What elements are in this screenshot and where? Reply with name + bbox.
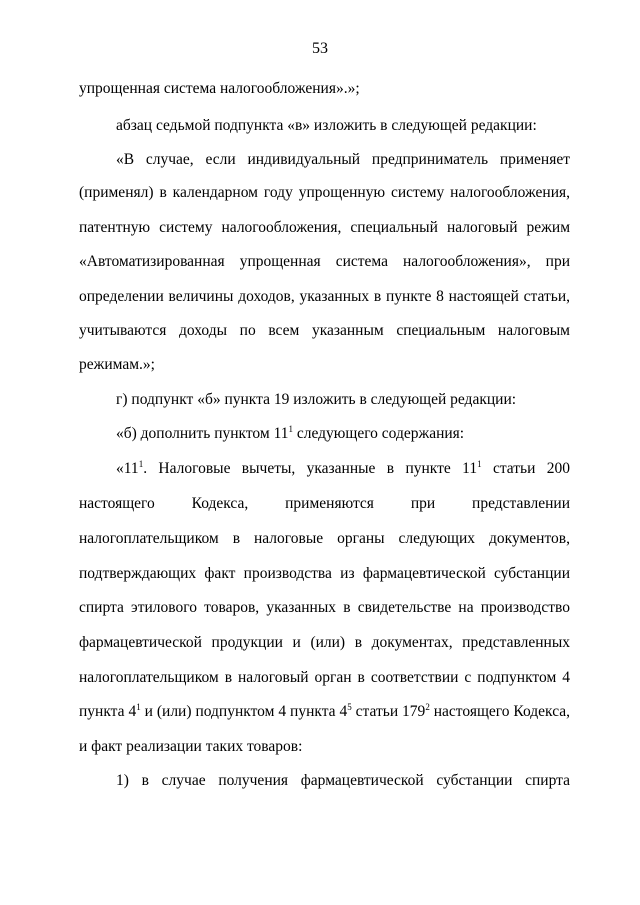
text-fragment: пункта 4 xyxy=(79,703,137,720)
text-line xyxy=(116,459,570,479)
text-line: «Автоматизированная упрощенная система налогообложения», при xyxy=(79,253,570,270)
text-fragment: статьи 200 xyxy=(492,460,571,477)
text-line: и факт реализации таких товаров: xyxy=(79,738,303,755)
text-line xyxy=(116,424,570,444)
text-line: (применял) в календарном году упрощенную систему налогообложения, xyxy=(79,184,570,201)
page-number: 53 xyxy=(312,40,328,57)
text-line xyxy=(79,702,570,722)
superscript: 1 xyxy=(477,458,482,469)
text-line: настоящего Кодекса, применяются при представлении xyxy=(79,495,570,512)
text-line: определении величины доходов, указанных в пункте 8 настоящей статьи, xyxy=(79,288,570,305)
text-line: упрощенная система налогообложения».»; xyxy=(79,80,360,97)
text-line: фармацевтической продукции и (или) в документах, представленных xyxy=(79,634,570,651)
text-line: г) подпункт «б» пункта 19 изложить в следующей редакции: xyxy=(116,391,517,408)
text-line: подтверждающих факт производства из фармацевтической субстанции xyxy=(79,565,570,582)
text-fragment: «б) дополнить пунктом 11 xyxy=(116,425,289,442)
superscript: 5 xyxy=(347,701,352,712)
text-fragment: «11 xyxy=(116,460,139,477)
text-line: режимам.»; xyxy=(79,356,155,373)
text-line: «В случае, если индивидуальный предприниматель применяет xyxy=(116,151,570,168)
superscript: 1 xyxy=(136,701,141,712)
superscript: 1 xyxy=(288,423,293,434)
text-line: учитываются доходы по всем указанным специальным налоговым xyxy=(79,322,570,339)
text-fragment: настоящего Кодекса, xyxy=(433,703,571,720)
text-fragment: статьи 179 xyxy=(355,703,426,720)
superscript: 1 xyxy=(138,458,144,469)
text-line: налогоплательщиком в налоговые органы следующих документов, xyxy=(79,530,570,547)
text-line: патентную систему налогообложения, специальный налоговый режим xyxy=(79,219,570,236)
text-line: налогоплательщиком в налоговый орган в соответствии с подпунктом 4 xyxy=(79,669,570,686)
text-fragment: . Налоговые вычеты, указанные в пункте 11 xyxy=(143,460,478,477)
superscript: 2 xyxy=(425,701,430,712)
text-fragment: следующего содержания: xyxy=(296,425,465,442)
text-fragment: и (или) подпунктом 4 пункта 4 xyxy=(144,703,348,720)
text-line: 1) в случае получения фармацевтической субстанции спирта xyxy=(116,772,570,789)
text-line: абзац седьмой подпункта «в» изложить в следующей редакции: xyxy=(116,117,537,134)
text-line: спирта этилового товаров, указанных в свидетельстве на производство xyxy=(79,599,570,616)
